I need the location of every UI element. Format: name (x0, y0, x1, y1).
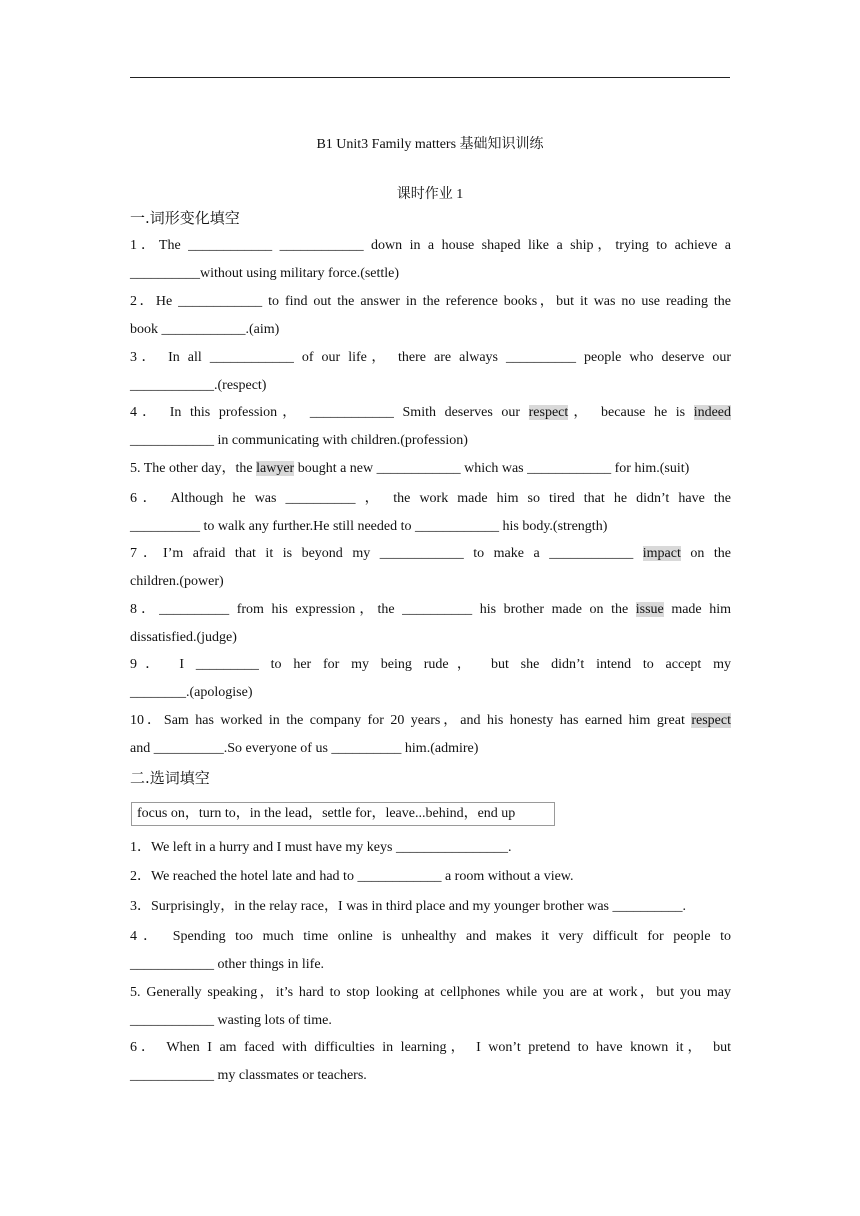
exercise-line (130, 236, 731, 256)
exercise-line (130, 897, 731, 917)
exercise-line (130, 264, 731, 284)
section-heading-phrase-fill: 二.选词填空 (130, 769, 210, 787)
exercise-line (130, 489, 731, 509)
line-text: book ____________.(aim) (130, 322, 280, 337)
exercise-line (130, 572, 731, 592)
exercise-line (130, 320, 731, 340)
exercise-line (130, 739, 731, 759)
line-text: ____________ my classmates or teachers. (130, 1068, 367, 1083)
line-text: made him (663, 602, 731, 617)
document-title: B1 Unit3 Family matters 基础知识训练 (316, 137, 544, 152)
highlighted-word: issue (635, 602, 664, 617)
line-text: dissatisfied.(judge) (130, 630, 237, 645)
line-text: __________ to walk any further.He still needed to ____________ his body.(strength) (130, 519, 608, 534)
highlighted-word: respect (528, 405, 569, 420)
line-text: 3． In all ____________ of our life， there are always __________ people who deserve our (130, 350, 731, 365)
header-rule (130, 77, 730, 78)
line-text: 3．Surprisingly，in the relay race，I was in third place and my younger brother was __________. (130, 899, 686, 914)
line-text: ， because he is (568, 405, 694, 420)
exercise-line (130, 711, 731, 731)
line-text: 10．Sam has worked in the company for 20 years，and his honesty has earned him great (130, 713, 692, 728)
line-text: 4． In this profession， ____________ Smith deserves our (130, 405, 529, 420)
exercise-line (130, 983, 731, 1003)
exercise-line (130, 459, 731, 479)
exercise-line (130, 628, 731, 648)
line-text: on the (680, 546, 731, 561)
exercise-line (130, 955, 731, 975)
line-text: bought a new ____________ which was ____________ for him.(suit) (294, 461, 690, 476)
line-text: ____________.(respect) (130, 378, 267, 393)
highlighted-word: lawyer (256, 461, 295, 476)
line-text: 8．__________ from his expression，the __________ his brother made on the (130, 602, 636, 617)
line-text: 2．He ____________ to find out the answer in the reference books，but it was no use reading the (130, 294, 731, 309)
exercise-line (130, 1038, 731, 1058)
line-text: ____________ other things in life. (130, 957, 325, 972)
exercise-line (130, 683, 731, 703)
exercise-line (130, 867, 731, 887)
line-text: 1．We left in a hurry and I must have my keys ________________. (130, 840, 512, 855)
line-text: 5. Generally speaking，it’s hard to stop looking at cellphones while you are at work，but you may (130, 985, 731, 1000)
line-text: 7．I’m afraid that it is beyond my ____________ to make a ____________ (130, 546, 643, 561)
line-text: 6． When I am faced with difficulties in learning， I won’t pretend to have known it， but (130, 1040, 731, 1055)
highlighted-word: indeed (693, 405, 732, 420)
exercise-line (130, 1066, 731, 1086)
exercise-line (130, 431, 731, 451)
line-text: __________without using military force.(settle) (130, 266, 400, 281)
exercise-line (130, 927, 731, 947)
phrase-word-box: focus on，turn to，in the lead，settle for，leave...behind，end up (131, 802, 555, 826)
document-subtitle: 课时作业 1 (396, 187, 464, 202)
line-text: 9． I _________ to her for my being rude， but she didn’t intend to accept my (130, 657, 731, 672)
line-text: 5. The other day，the (130, 461, 257, 476)
exercise-line (130, 655, 731, 675)
exercise-line (130, 292, 731, 312)
section-heading-word-forms: 一.词形变化填空 (130, 209, 240, 227)
line-text: 2．We reached the hotel late and had to ____________ a room without a view. (130, 869, 574, 884)
exercise-line (130, 403, 731, 423)
line-text: and __________.So everyone of us __________ him.(admire) (130, 741, 479, 756)
line-text: 1．The ____________ ____________ down in a house shaped like a ship，trying to achieve a (130, 238, 731, 253)
exercise-line (130, 544, 731, 564)
highlighted-word: impact (642, 546, 681, 561)
line-text: ____________ wasting lots of time. (130, 1013, 332, 1028)
exercise-line (130, 838, 731, 858)
exercise-line (130, 376, 731, 396)
line-text: ________.(apologise) (130, 685, 253, 700)
exercise-line (130, 348, 731, 368)
exercise-line (130, 1011, 731, 1031)
exercise-line (130, 517, 731, 537)
exercise-line (130, 600, 731, 620)
line-text: children.(power) (130, 574, 224, 589)
line-text: ____________ in communicating with children.(profession) (130, 433, 468, 448)
highlighted-word: respect (691, 713, 731, 728)
line-text: 6． Although he was __________ ， the work made him so tired that he didn’t have the (130, 491, 731, 506)
line-text: 4． Spending too much time online is unhealthy and makes it very difficult for people to (130, 929, 731, 944)
